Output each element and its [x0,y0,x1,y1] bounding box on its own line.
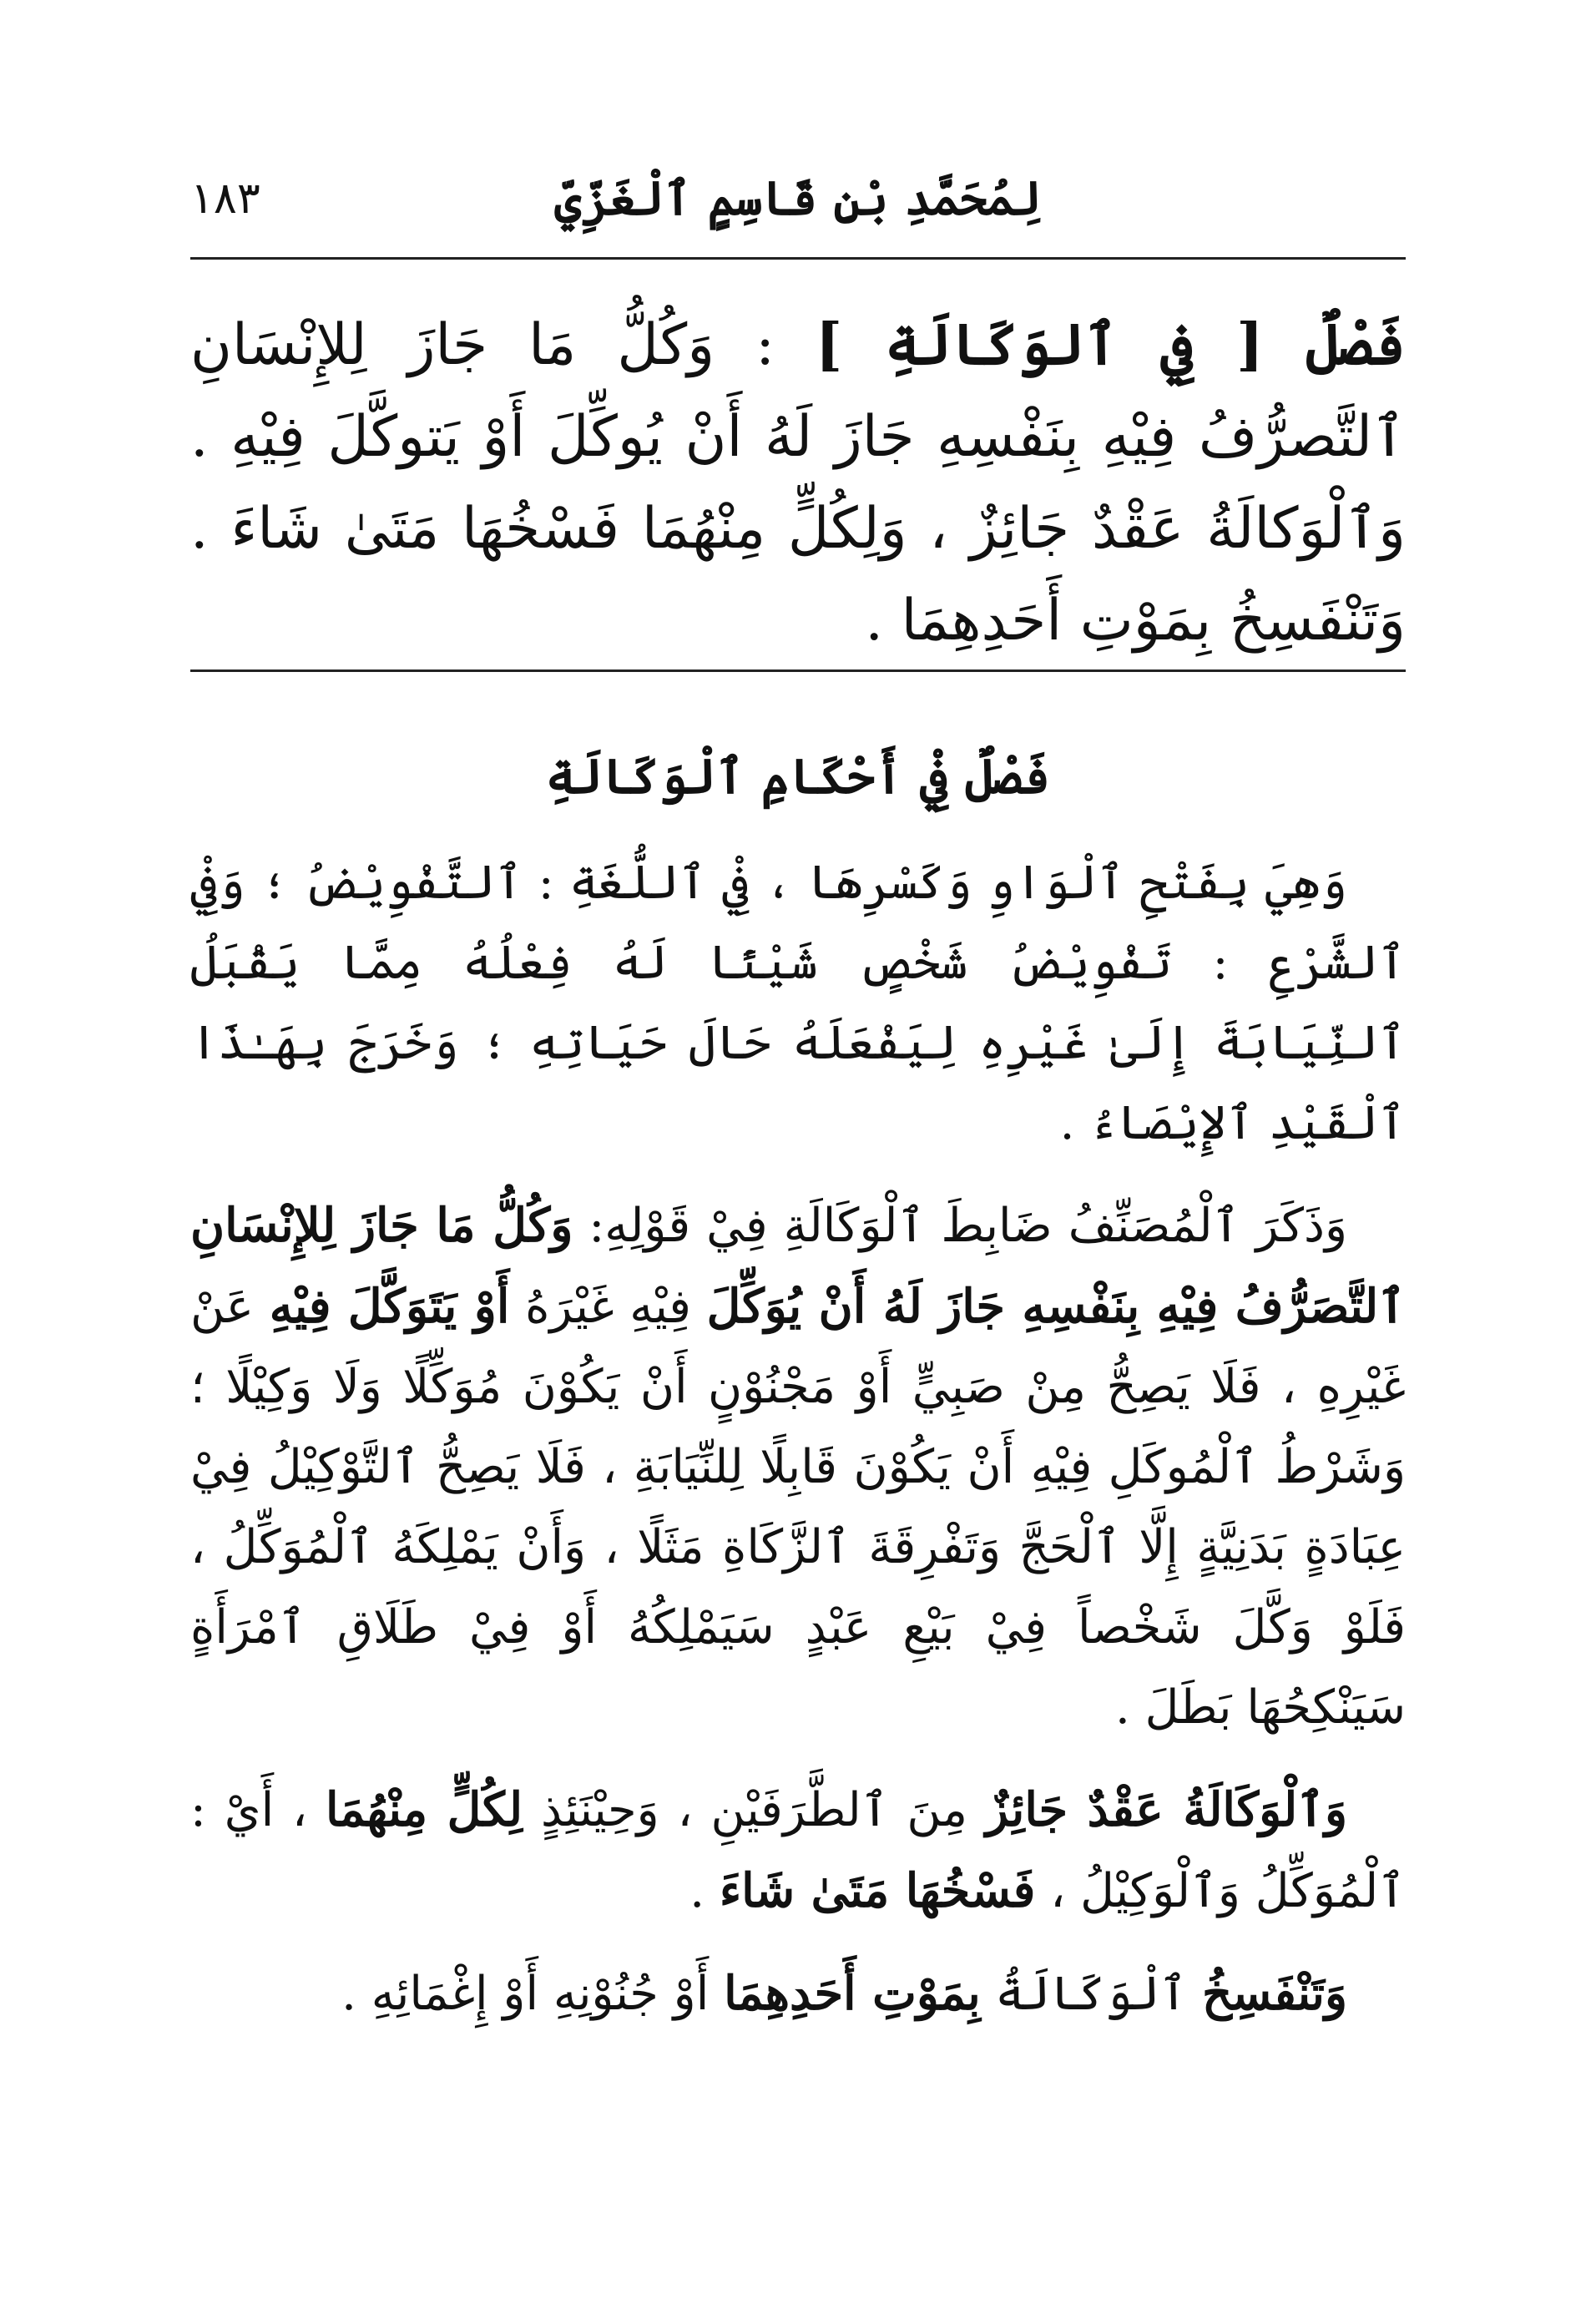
matn-separator-rule [190,669,1406,672]
section-title: فَصْلٌ فِيْ أَحْكَامِ ٱلْوَكَالَةِ [545,748,1051,805]
matn-body: وَكُلُّ مَا جَازَ لِلإِنْسَانِ ٱلتَّصرُّفُ فِيْهِ بِنَفْسِهِ جَازَ لَهُ أَنْ يُوكِّلَ أَوْ يَتوكَّلَ فِيْهِ . وَٱلْوَكالَةُ عَقْدٌ جَائِزٌ ، وَلِكُلٍّ مِنْهُمَا فَسْخُهَا مَتَىٰ شَاءَ . وَتَنْفَسِخُ بِمَوْتِ أَحَدِهِمَا . [190,312,1406,654]
header-rule [190,257,1406,260]
quoted-matn: وَٱلْوَكَالَةُ عَقْدٌ جَائِزٌ [985,1782,1348,1837]
commentary-paragraph [190,1770,1406,1932]
quoted-matn: بِمَوْتِ أَحَدِهِمَا [724,1966,981,2021]
quoted-matn: فَسْخُهَا مَتَىٰ شَاءَ [719,1863,1036,1918]
running-title: لِمُحَمَّدِ بْنِ قَاسِمٍ ٱلْغَزِّيِّ [554,171,1042,226]
commentary-text [190,843,1406,2056]
paragraph-text: وَذَكَرَ ٱلْمُصَنِّفُ ضَابِطَ ٱلْوَكَالَةِ فِيْ قَوْلِهِ: [573,1199,1348,1253]
page-number: ١٨٣ [190,174,260,224]
paragraph-text: فِيْهِ غَيْرَهُ [509,1280,707,1334]
matn-separator: : [715,312,816,378]
quoted-matn: لِكُلٍّ مِنْهُمَا [325,1782,523,1837]
matn-heading: فَصْلٌ [ فِي ٱلوَكَالَةِ ] [816,311,1407,378]
commentary-paragraph [190,1953,1406,2034]
commentary-paragraph [190,1185,1406,1748]
paragraph-text: عَنْ غَيْرِهِ ، فَلَا يَصِحُّ مِنْ صَبِيٍّ أَوْ مَجْنُوْنٍ أَنْ يَكُوْنَ مُوَكِّلًا وَلَا وَكِيْلًا ؛ وَشَرْطُ ٱلْمُوكَلِ فِيْهِ أَنْ يَكُوْنَ قَابِلًا لِلنِّيَابَةِ ، فَلَا يَصِحُّ ٱلتَّوْكِيْلُ فِيْ عِبَادَةٍ بَدَنِيَّةٍ إِلَّا ٱلْحَجَّ وَتَفْرِقَةَ ٱلزَّكَاةِ مَثَلًا ، وَأَنْ يَمْلِكَهُ ٱلْمُوَكِّلُ ، فَلَوْ وَكَّلَ شَخْصاً فِيْ بَيْعِ عَبْدٍ سَيَمْلِكُهُ أَوْ فِيْ طَلَاقِ ٱمْرَأَةٍ سَيَنْكِحُهَا بَطَلَ . [190,1280,1407,1735]
paragraph-text: . [689,1864,720,1918]
paragraph-text: ٱلْوَكَالَةُ [980,1967,1203,2021]
paragraph-text: مِنَ ٱلطَّرَفَيْنِ ، وَحِيْنَئِذٍ [523,1783,986,1837]
commentary-paragraph [190,843,1406,1164]
paragraph-text: وَهِيَ بِفَتْحِ ٱلْوَاوِ وَكَسْرِهَا ، فِيْ ٱللُّغَةِ : ٱلتَّفْوِيْضُ ؛ وَفِيْ ٱلشَّرْعِ : تَفْوِيْضُ شَخْصٍ شَيْئًا لَهُ فِعْلُهُ مِمَّا يَقْبَلُ ٱلنِّيَابَةَ إِلَىٰ غَيْرِهِ لِيَفْعَلَهُ حَالَ حَيَاتِهِ ؛ وَخَرَجَ بِهَـٰذَا ٱلْقَيْدِ ٱلإِيْصَاءُ . [190,856,1406,1150]
quoted-matn: أَوْ يَتَوَكَّلَ فِيْهِ [269,1279,510,1334]
quoted-matn: وَكُلُّ مَا جَازَ لِلإِنْسَانِ ٱلتَّصَرُّفُ فِيْهِ بِنَفْسِهِ جَازَ لَهُ أَنْ يُوَكِّلَ [190,1198,1406,1334]
paragraph-text: ، أَيْ : ٱلْمُوَكِّلُ وَٱلْوَكِيْلُ ، [190,1783,1406,1918]
page-header [190,157,1406,240]
matn-text [190,299,1406,667]
quoted-matn: وَتَنْفَسِخُ [1202,1966,1347,2021]
paragraph-text: أَوْ جُنُوْنِهِ أَوْ إِغْمَائِهِ . [341,1967,725,2021]
